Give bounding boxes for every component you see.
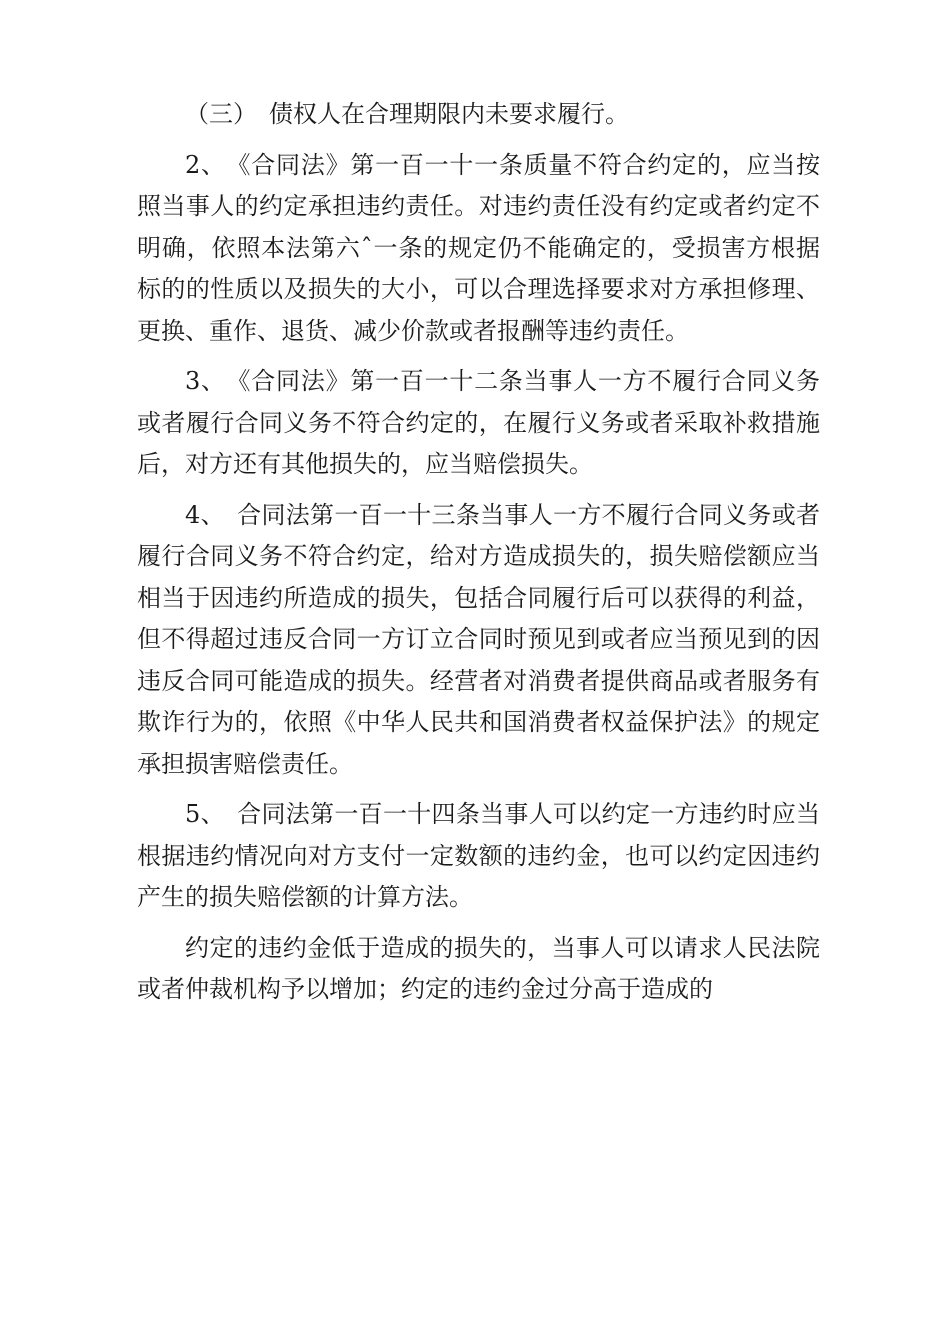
paragraph-liquidated-damages: 约定的违约金低于造成的损失的，当事人可以请求人民法院或者仲裁机构予以增加；约定的违约金过分高于造成的 bbox=[137, 933, 820, 1003]
paragraph-article-112: 3、 《合同法》第一百一十二条当事人一方不履行合同义务或者履行合同义务不符合约定的，在履行义务或者采取补救措施后，对方还有其他损失的，应当赔偿损失。 bbox=[137, 367, 820, 478]
paragraph-clause-3-item: （三） 债权人在合理期限内未要求履行。 bbox=[185, 100, 629, 128]
document-body bbox=[137, 94, 820, 1020]
paragraph-article-114: 5、 合同法第一百一十四条当事人可以约定一方违约时应当根据违约情况向对方支付一定数额的违约金，也可以约定因违约产生的损失赔偿额的计算方法。 bbox=[137, 800, 820, 911]
paragraph-article-113: 4、 合同法第一百一十三条当事人一方不履行合同义务或者履行合同义务不符合约定，给对方造成损失的，损失赔偿额应当相当于因违约所造成的损失，包括合同履行后可以获得的利益，但不得超过违反合同一方订立合同时预见到或者应当预见到的因违反合同可能造成的损失。经营者对消费者提供商品或者服务有欺诈行为的，依照《中华人民共和国消费者权益保护法》的规定承担损害赔偿责任。 bbox=[137, 500, 820, 778]
paragraph-article-111: 2、 《合同法》第一百一十一条质量不符合约定的，应当按照当事人的约定承担违约责任。对违约责任没有约定或者约定不明确，依照本法第六ˆ一条的规定仍不能确定的，受损害方根据标的的性质以及损失的大小，可以合理选择要求对方承担修理、更换、重作、退货、减少价款或者报酬等违约责任。 bbox=[137, 150, 820, 345]
